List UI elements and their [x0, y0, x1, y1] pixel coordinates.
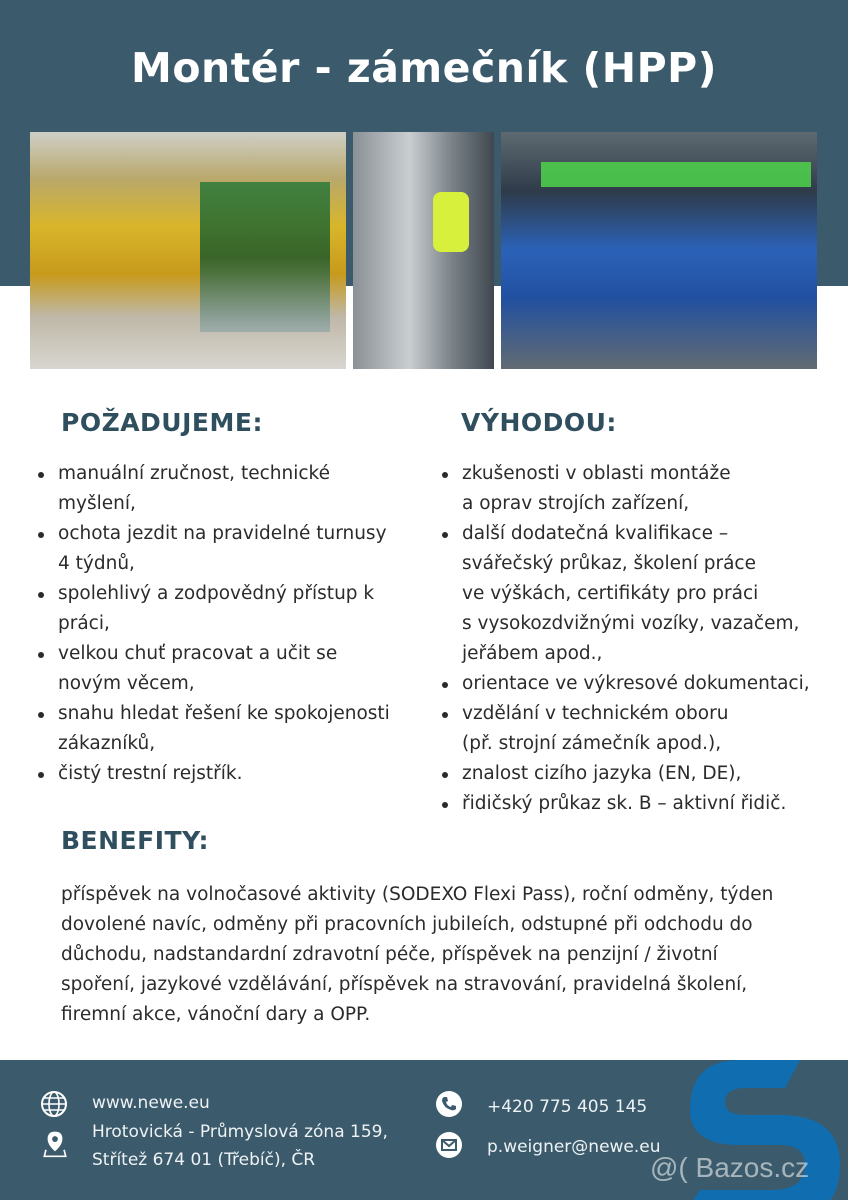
email-link[interactable]: p.weigner@newe.eu — [487, 1137, 661, 1157]
list-item — [442, 759, 842, 789]
list-item-text: ochota jezdit na pravidelné turnusy — [58, 523, 387, 544]
location-pin-icon — [41, 1130, 69, 1158]
benefits-line: důchodu, nadstandardní zdravotní péče, příspěvek na penzijní / životní — [61, 944, 718, 965]
list-item-text: novým věcem, — [58, 673, 195, 694]
benefits-heading: BENEFITY: — [61, 826, 209, 855]
benefits-line: dovolené navíc, odměny při pracovních jubileích, odstupné při odchodu do — [61, 914, 753, 935]
globe-icon — [40, 1090, 68, 1118]
list-item-text: manuální zručnost, technické — [58, 463, 330, 484]
list-item — [442, 519, 842, 669]
footer — [0, 1060, 848, 1200]
list-item-text: znalost cizího jazyka (EN, DE), — [462, 763, 742, 784]
list-item-text: velkou chuť pracovat a učit se — [58, 643, 338, 664]
list-item-text: řidičský průkaz sk. B – aktivní řidič. — [462, 793, 787, 814]
address-line-1: Hrotovická - Průmyslová zóna 159, — [92, 1122, 388, 1142]
list-item-text: 4 týdnů, — [58, 553, 135, 574]
list-item-text: jeřábem apod., — [462, 643, 603, 664]
phone-icon — [435, 1090, 463, 1118]
list-item-text: ve výškách, certifikáty pro práci — [462, 583, 759, 604]
benefits-line: příspěvek na volnočasové aktivity (SODEXO Flexi Pass), roční odměny, týden — [61, 884, 774, 905]
list-item — [442, 699, 842, 759]
list-item — [38, 579, 428, 639]
list-item-text: snahu hledat řešení ke spokojenosti — [58, 703, 390, 724]
list-item-text: spolehlivý a zodpovědný přístup k — [58, 583, 375, 604]
list-item — [38, 759, 428, 789]
website-link[interactable]: www.newe.eu — [92, 1093, 210, 1113]
bazos-watermark: @( Bazos.cz — [650, 1152, 810, 1183]
list-item — [442, 459, 842, 519]
list-item-text: s vysokozdvižnými vozíky, vazačem, — [462, 613, 800, 634]
photo-worker-on-ladder — [353, 132, 494, 369]
list-item-text: čistý trestní rejstřík. — [58, 763, 243, 784]
list-item — [442, 669, 842, 699]
benefits-line: spoření, jazykové vzdělávání, příspěvek na stravování, pravidelná školení, — [61, 974, 748, 995]
phone-link[interactable]: +420 775 405 145 — [487, 1097, 648, 1117]
list-item-text: (př. strojní zámečník apod.), — [462, 733, 722, 754]
list-item — [38, 459, 428, 519]
photo-yellow-steel-structure — [30, 132, 346, 369]
list-item-text: a oprav strojích zařízení, — [462, 493, 690, 514]
advantages-heading: VÝHODOU: — [461, 408, 617, 437]
list-item — [442, 789, 842, 819]
photo-blue-sorting-line — [501, 132, 817, 369]
list-item — [38, 699, 428, 759]
advantages-list — [442, 459, 842, 819]
list-item-text: vzdělání v technickém oboru — [462, 703, 729, 724]
list-item — [38, 519, 428, 579]
list-item — [38, 639, 428, 699]
benefits-line: firemní akce, vánoční dary a OPP. — [61, 1004, 371, 1025]
list-item-text: svářečský průkaz, školení práce — [462, 553, 756, 574]
list-item-text: orientace ve výkresové dokumentaci, — [462, 673, 810, 694]
page-title: Montér - zámečník (HPP) — [131, 44, 717, 92]
benefits-text — [61, 880, 773, 1030]
list-item-text: myšlení, — [58, 493, 136, 514]
list-item-text: další dodatečná kvalifikace – — [462, 523, 729, 544]
email-icon — [435, 1131, 463, 1159]
requirements-list — [38, 459, 428, 789]
address-line-2: Střítež 674 01 (Třebíč), ČR — [92, 1150, 316, 1170]
list-item-text: zákazníků, — [58, 733, 156, 754]
requirements-heading: POŽADUJEME: — [61, 408, 263, 437]
list-item-text: zkušenosti v oblasti montáže — [462, 463, 731, 484]
list-item-text: práci, — [58, 613, 110, 634]
